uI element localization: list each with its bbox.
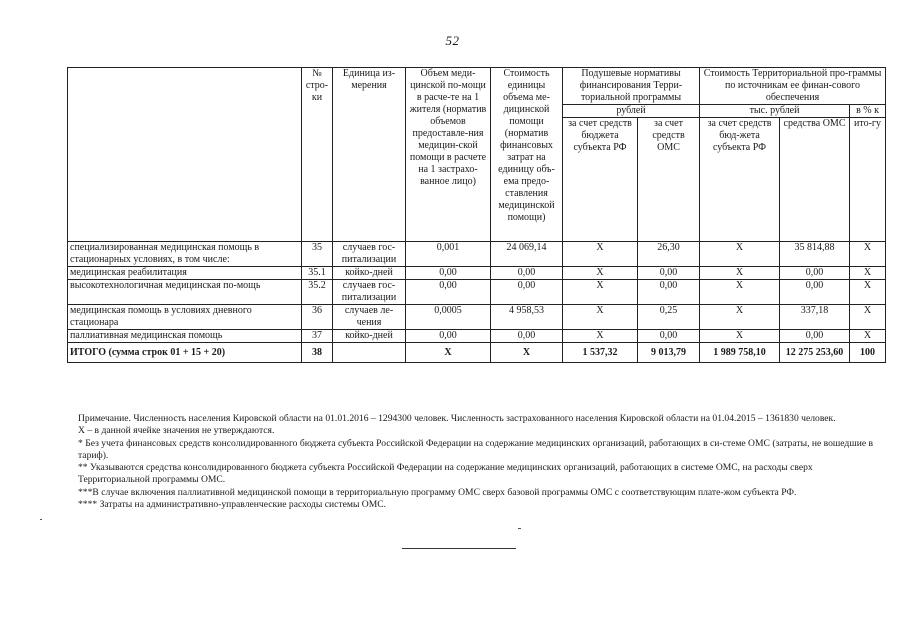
- header-pc-budget: за счет средств бюджета субъекта РФ: [563, 118, 638, 242]
- row-volume: 0,00: [406, 330, 491, 343]
- header-cost: Стоимость единицы объема ме-дицинской помощи (норматив финансовых затрат на единицу объ-ема предо-ставления медицинской помощи): [491, 68, 563, 242]
- total-pc-oms: 9 013,79: [638, 343, 700, 363]
- row-cs-percent: X: [850, 330, 886, 343]
- header-cs-oms: средства ОМС: [780, 118, 850, 242]
- row-volume: 0,00: [406, 280, 491, 305]
- header-cost-unit: тыс. рублей: [700, 105, 850, 118]
- total-pc-budget: 1 537,32: [563, 343, 638, 363]
- header-unit: Единица из-мерения: [333, 68, 406, 242]
- row-cs-percent: X: [850, 267, 886, 280]
- header-per-capita-unit: рублей: [563, 105, 700, 118]
- page-number: 52: [445, 33, 460, 48]
- row-pc-budget: X: [563, 305, 638, 330]
- row-cs-oms: 337,18: [780, 305, 850, 330]
- row-cs-oms: 0,00: [780, 330, 850, 343]
- row-volume: 0,0005: [406, 305, 491, 330]
- row-volume: 0,00: [406, 267, 491, 280]
- financing-table: [67, 67, 886, 363]
- row-pc-budget: X: [563, 280, 638, 305]
- header-cost-group: Стоимость Территориальной про-граммы по источникам ее финан-сового обеспечения: [700, 68, 886, 105]
- notes-section: [78, 413, 878, 511]
- note-population: Примечание. Численность населения Кировской области на 01.01.2016 – 1294300 человек. Численность застрахованного населения Кировской области на 01.04.2015 – 1361830 человек.: [78, 413, 836, 424]
- scan-speck: [40, 519, 42, 520]
- row-cs-percent: X: [850, 280, 886, 305]
- row-cs-percent: X: [850, 242, 886, 267]
- header-row-no: № стро-ки: [302, 68, 333, 242]
- total-cs-budget: 1 989 758,10: [700, 343, 780, 363]
- row-pc-oms: 26,30: [638, 242, 700, 267]
- note-x-legend: X – в данной ячейке значения не утверждаются.: [78, 425, 275, 437]
- header-cs-budget: за счет средств бюд-жета субъекта РФ: [700, 118, 780, 242]
- note-two-star: ** Указываются средства консолидированного бюджета субъекта Российской Федерации на содержание медицинских организаций, работающих в системе ОМС, на расходы сверх Территориальной программы ОМС.: [78, 462, 813, 486]
- total-cost: X: [491, 343, 563, 363]
- row-volume: 0,001: [406, 242, 491, 267]
- total-name: ИТОГО (сумма строк 01 + 15 + 20): [68, 343, 302, 363]
- row-cost: 0,00: [491, 267, 563, 280]
- note-four-star: **** Затраты на административно-управленческие расходы системы ОМС.: [78, 499, 387, 511]
- header-volume: Объем меди-цинской по-мощи в расче-те на 1 жителя (норматив объемов предоставле-ния медицин-ской помощи в расчете на 1 застрахо-ванное лицо): [406, 68, 491, 242]
- row-number: 35.1: [302, 267, 333, 280]
- scan-speck: [518, 528, 521, 529]
- row-name: специализированная медицинская помощь в стационарных условиях, в том числе:: [68, 242, 302, 267]
- header-pc-oms: за счет средств ОМС: [638, 118, 700, 242]
- table-row: [68, 280, 886, 305]
- row-number: 35.2: [302, 280, 333, 305]
- row-pc-budget: X: [563, 330, 638, 343]
- row-pc-oms: 0,25: [638, 305, 700, 330]
- row-cs-oms: 0,00: [780, 267, 850, 280]
- row-unit: случаев гос-питализации: [333, 242, 406, 267]
- row-cost: 24 069,14: [491, 242, 563, 267]
- row-cs-budget: X: [700, 267, 780, 280]
- table-header: [68, 68, 886, 242]
- row-name: медицинская реабилитация: [68, 267, 302, 280]
- row-cs-percent: X: [850, 305, 886, 330]
- row-pc-budget: X: [563, 267, 638, 280]
- row-unit: случаев ле-чения: [333, 305, 406, 330]
- row-number: 35: [302, 242, 333, 267]
- row-name: медицинская помощь в условиях дневного стационара: [68, 305, 302, 330]
- header-percent-unit: в % к: [850, 105, 886, 118]
- table-body: [68, 242, 886, 363]
- row-cs-budget: X: [700, 330, 780, 343]
- total-row-number: 38: [302, 343, 333, 363]
- row-cs-budget: X: [700, 280, 780, 305]
- table-row: [68, 242, 886, 267]
- row-pc-budget: X: [563, 242, 638, 267]
- row-cost: 0,00: [491, 330, 563, 343]
- row-cs-budget: X: [700, 305, 780, 330]
- row-unit: койко-дней: [333, 267, 406, 280]
- row-unit: койко-дней: [333, 330, 406, 343]
- total-cs-percent: 100: [850, 343, 886, 363]
- row-pc-oms: 0,00: [638, 330, 700, 343]
- row-cost: 0,00: [491, 280, 563, 305]
- row-pc-oms: 0,00: [638, 267, 700, 280]
- row-name: паллиативная медицинская помощь: [68, 330, 302, 343]
- separator-line: [402, 548, 516, 549]
- row-cs-oms: 35 814,88: [780, 242, 850, 267]
- total-unit: [333, 343, 406, 363]
- note-three-star: ***В случае включения паллиативной медицинской помощи в территориальную программу ОМС сверх базовой программы ОМС с соответствующим плате-жом субъекта РФ.: [78, 486, 797, 498]
- total-volume: X: [406, 343, 491, 363]
- header-name: [68, 68, 302, 242]
- header-per-capita-group: Подушевые нормативы финансирования Терри-ториальной программы: [563, 68, 700, 105]
- row-cs-oms: 0,00: [780, 280, 850, 305]
- header-cs-total: ито-гу: [850, 118, 886, 242]
- row-cs-budget: X: [700, 242, 780, 267]
- total-row: [68, 343, 886, 363]
- note-one-star: * Без учета финансовых средств консолидированного бюджета субъекта Российской Федерации на содержание медицинских организаций, работающих в си-стеме ОМС (затраты, не вошедшие в тариф).: [78, 437, 874, 461]
- row-number: 36: [302, 305, 333, 330]
- row-name: высокотехнологичная медицинская по-мощь: [68, 280, 302, 305]
- row-pc-oms: 0,00: [638, 280, 700, 305]
- row-cost: 4 958,53: [491, 305, 563, 330]
- table-row: [68, 267, 886, 280]
- total-cs-oms: 12 275 253,60: [780, 343, 850, 363]
- row-unit: случаев гос-питализации: [333, 280, 406, 305]
- table-row: [68, 305, 886, 330]
- row-number: 37: [302, 330, 333, 343]
- table-row: [68, 330, 886, 343]
